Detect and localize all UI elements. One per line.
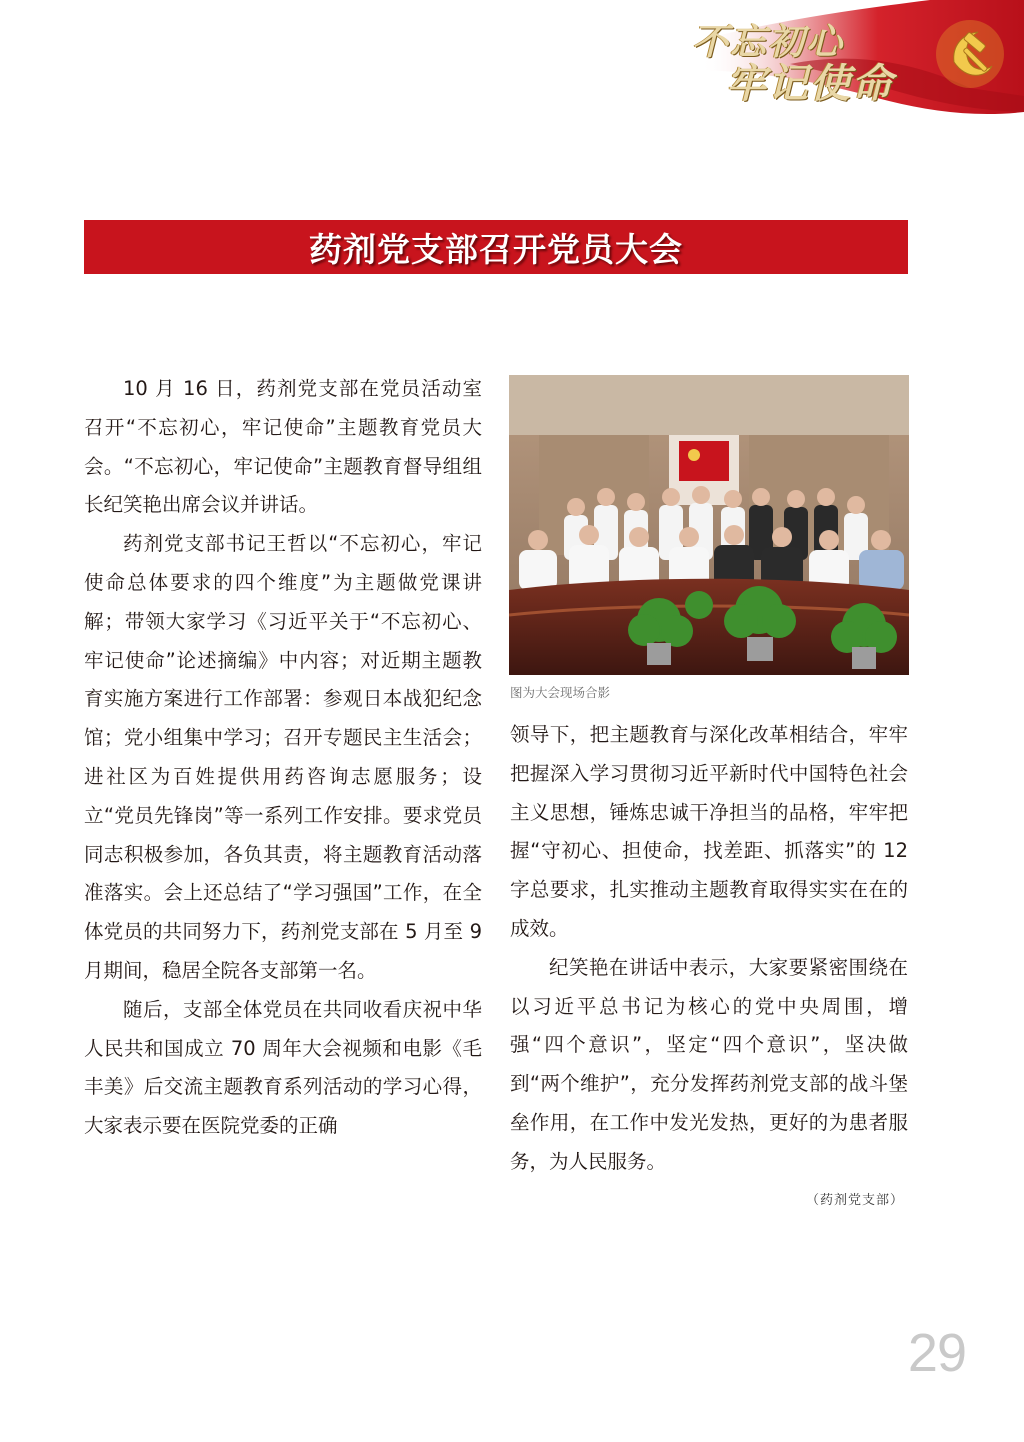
paragraph: 随后，支部全体党员在共同收看庆祝中华人民共和国成立 70 周年大会视频和电影《毛丰美》后交流主题教育系列活动的学习心得，大家表示要在医院党委的正确 (84, 997, 482, 1138)
article-title: 药剂党支部召开党员大会 (309, 229, 683, 269)
right-text-column (510, 716, 908, 1182)
photo-caption: 图为大会现场合影 (510, 685, 611, 700)
slogan-line-2: 牢记使命 (726, 60, 894, 107)
paragraph: 药剂党支部书记王哲以“不忘初心，牢记使命总体要求的四个维度”为主题做党课讲解；带领大家学习《习近平关于“不忘初心、牢记使命”论述摘编》中内容；对近期主题教育实施方案进行工作部署：参观日本战犯纪念馆；党小组集中学习；召开专题民主生活会；进社区为百姓提供用药咨询志愿服务；设立“党员先锋岗”等一系列工作安排。要求党员同志积极参加，各负其责，将主题教育活动落准落实。会上还总结了“学习强国”工作，在全体党员的共同努力下，药剂党支部在 5 月至 9 月期间，稳居全院各支部第一名。 (84, 532, 482, 982)
paragraph: 10 月 16 日，药剂党支部在党员活动室召开“不忘初心，牢记使命”主题教育党员大会。“不忘初心，牢记使命”主题教育督导组组长纪笑艳出席会议并讲话。 (84, 377, 482, 517)
paragraph: 纪笑艳在讲话中表示，大家要紧密围绕在以习近平总书记为核心的党中央周围，增强“四个意识”，坚定“四个意识”，坚决做到“两个维护”，充分发挥药剂党支部的战斗堡垒作用，在工作中发光发热，更好的为患者服务，为人民服务。 (510, 955, 908, 1173)
paragraph: 领导下，把主题教育与深化改革相结合，牢牢把握深入学习贯彻习近平新时代中国特色社会主义思想，锤炼忠诚干净担当的品格，牢牢把握“守初心、担使命，找差距、抓落实”的 12 字总要求，扎实推动主题教育取得实实在在的成效。 (510, 723, 908, 940)
left-text-column (84, 370, 482, 1146)
author-signature: （药剂党支部） (805, 1193, 904, 1208)
slogan-line-1: 不忘初心 (692, 21, 845, 63)
group-photo (509, 375, 909, 675)
page-number: 29 (907, 1323, 966, 1383)
party-emblem-icon (934, 18, 1006, 90)
header-banner (640, 0, 1024, 120)
article-title-bar (84, 220, 908, 274)
